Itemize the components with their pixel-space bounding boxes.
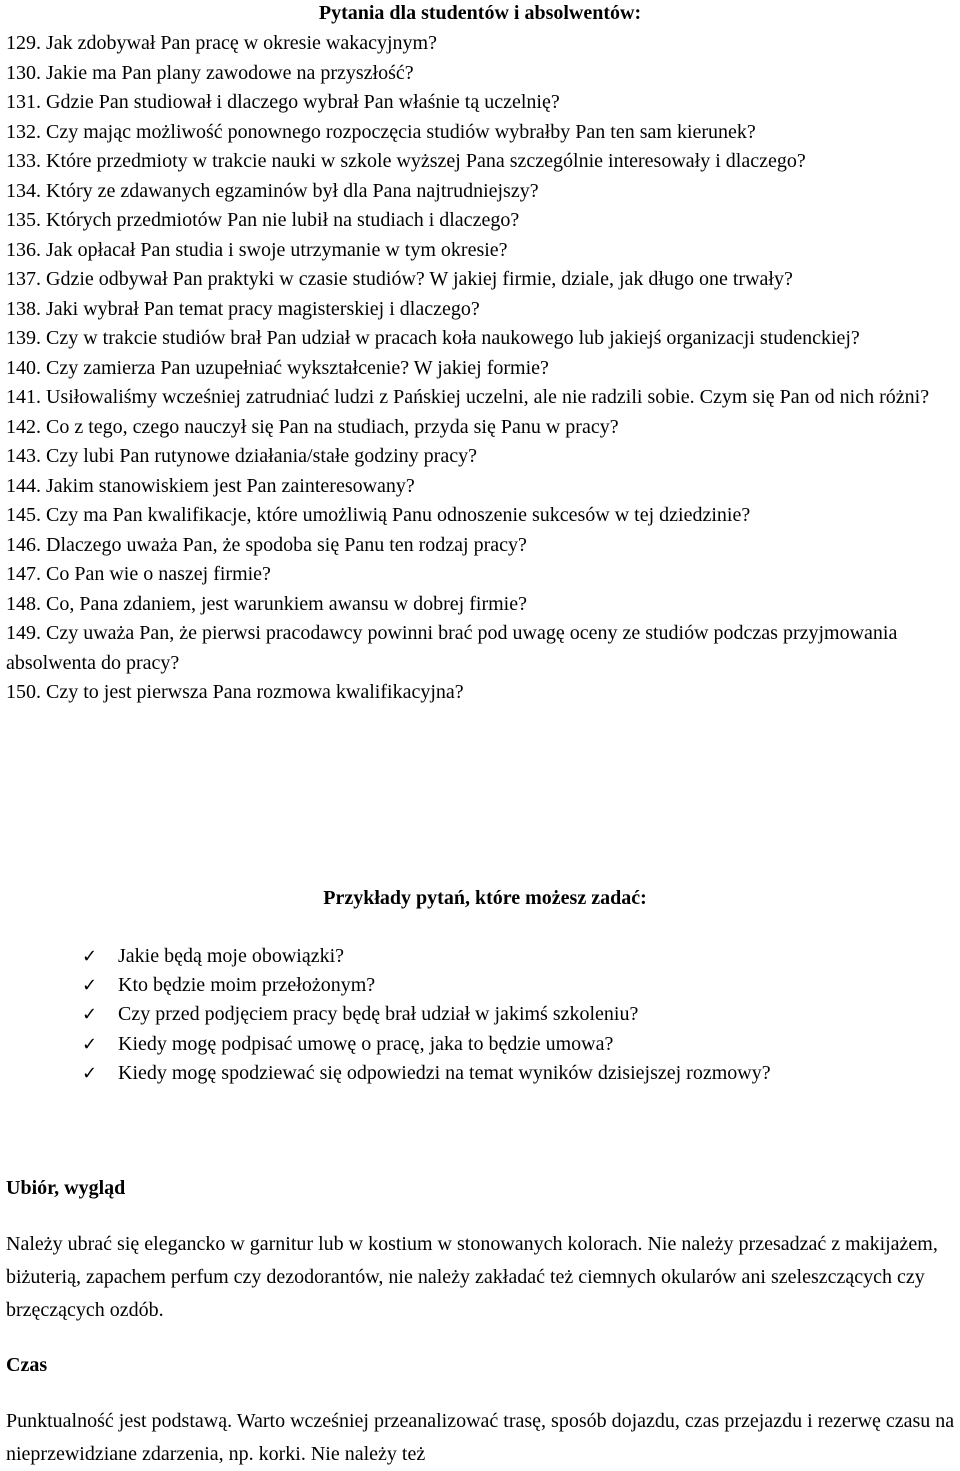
question-item: 139. Czy w trakcie studiów brał Pan udział w pracach koła naukowego lub jakiejś organizacji studenckiej? (6, 327, 860, 349)
example-question-text: Kto będzie moim przełożonym? (118, 974, 376, 997)
question-item: 131. Gdzie Pan studiował i dlaczego wybrał Pan właśnie tą uczelnię? (6, 91, 560, 113)
checkmark-icon: ✓ (82, 1004, 98, 1026)
question-item: 150. Czy to jest pierwsza Pana rozmowa kwalifikacyjna? (6, 681, 464, 703)
question-item: 149. Czy uważa Pan, że pierwsi pracodawcy powinni brać pod uwagę oceny ze studiów podczas przyjmowania absolwenta do pracy? (6, 622, 898, 674)
question-item: 129. Jak zdobywał Pan pracę w okresie wakacyjnym? (6, 32, 437, 54)
checkmark-icon: ✓ (82, 1033, 98, 1055)
example-question-text: Kiedy mogę spodziewać się odpowiedzi na temat wyników dzisiejszej rozmowy? (118, 1061, 771, 1084)
checkmark-icon: ✓ (82, 946, 98, 967)
heading-example-questions: Przykłady pytań, które możesz zadać: (323, 887, 647, 909)
example-question-item (82, 1030, 952, 1059)
question-item: 132. Czy mając możliwość ponownego rozpoczęcia studiów wybrałby Pan ten sam kierunek? (6, 120, 756, 143)
example-question-text: Kiedy mogę podpisać umowę o pracę, jaka to będzie umowa? (118, 1032, 614, 1055)
question-item: 140. Czy zamierza Pan uzupełniać wykształcenie? W jakiej formie? (6, 356, 549, 379)
example-question-item (82, 1000, 952, 1029)
question-item: 147. Co Pan wie o naszej firmie? (6, 563, 271, 585)
question-item: 137. Gdzie odbywał Pan praktyki w czasie studiów? W jakiej firmie, dziale, jak długo one trwały? (6, 268, 793, 290)
section-heading-attire: Ubiór, wygląd (6, 1177, 126, 1199)
question-item: 145. Czy ma Pan kwalifikacje, które umożliwią Panu odnoszenie sukcesów w tej dziedzinie? (6, 504, 751, 526)
question-item: 133. Które przedmioty w trakcie nauki w szkole wyższej Pana szczególnie interesowały i dlaczego? (6, 150, 806, 172)
question-item: 142. Co z tego, czego nauczył się Pan na studiach, przyda się Panu w pracy? (6, 415, 619, 438)
question-item: 136. Jak opłacał Pan studia i swoje utrzymanie w tym okresie? (6, 238, 508, 261)
question-item: 143. Czy lubi Pan rutynowe działania/stałe godziny pracy? (6, 445, 477, 467)
question-item: 144. Jakim stanowiskiem jest Pan zainteresowany? (6, 474, 415, 497)
example-question-item (82, 942, 952, 971)
section-text-attire: Należy ubrać się elegancko w garnitur lub w kostium w stonowanych kolorach. Nie należy przesadzać z makijażem, biżuterią, zapachem perfum czy dezodorantów, nie należy zakładać też ciemnych okularów ani szeleszczących czy brzęczących ozdób. (6, 1233, 938, 1321)
question-item: 141. Usiłowaliśmy wcześniej zatrudniać ludzi z Pańskiej uczelni, ale nie radzili sobie. Czym się Pan od nich różni? (6, 386, 930, 408)
section-heading-time: Czas (6, 1354, 48, 1376)
example-question-text: Jakie będą moje obowiązki? (118, 945, 345, 967)
checkmark-icon: ✓ (82, 975, 98, 997)
example-question-item (82, 971, 952, 1000)
question-item: 138. Jaki wybrał Pan temat pracy magisterskiej i dlaczego? (6, 297, 480, 320)
question-item: 134. Który ze zdawanych egzaminów był dla Pana najtrudniejszy? (6, 179, 539, 202)
example-question-list (82, 942, 952, 1088)
question-item: 130. Jakie ma Pan plany zawodowe na przyszłość? (6, 61, 414, 84)
question-item: 148. Co, Pana zdaniem, jest warunkiem awansu w dobrej firmie? (6, 592, 527, 615)
question-item: 135. Których przedmiotów Pan nie lubił na studiach i dlaczego? (6, 209, 520, 231)
question-item: 146. Dlaczego uważa Pan, że spodoba się Panu ten rodzaj pracy? (6, 533, 527, 556)
heading-students-graduates: Pytania dla studentów i absolwentów: (318, 2, 642, 24)
section-text-time: Punktualność jest podstawą. Warto wcześniej przeanalizować trasę, sposób dojazdu, czas przejazdu i rezerwę czasu na nieprzewidziane zdarzenia, np. korki. Nie należy też (6, 1410, 955, 1465)
question-list (6, 29, 956, 708)
checkmark-icon: ✓ (82, 1062, 98, 1084)
example-question-item (82, 1059, 952, 1088)
example-question-text: Czy przed podjęciem pracy będę brał udział w jakimś szkoleniu? (118, 1003, 639, 1026)
